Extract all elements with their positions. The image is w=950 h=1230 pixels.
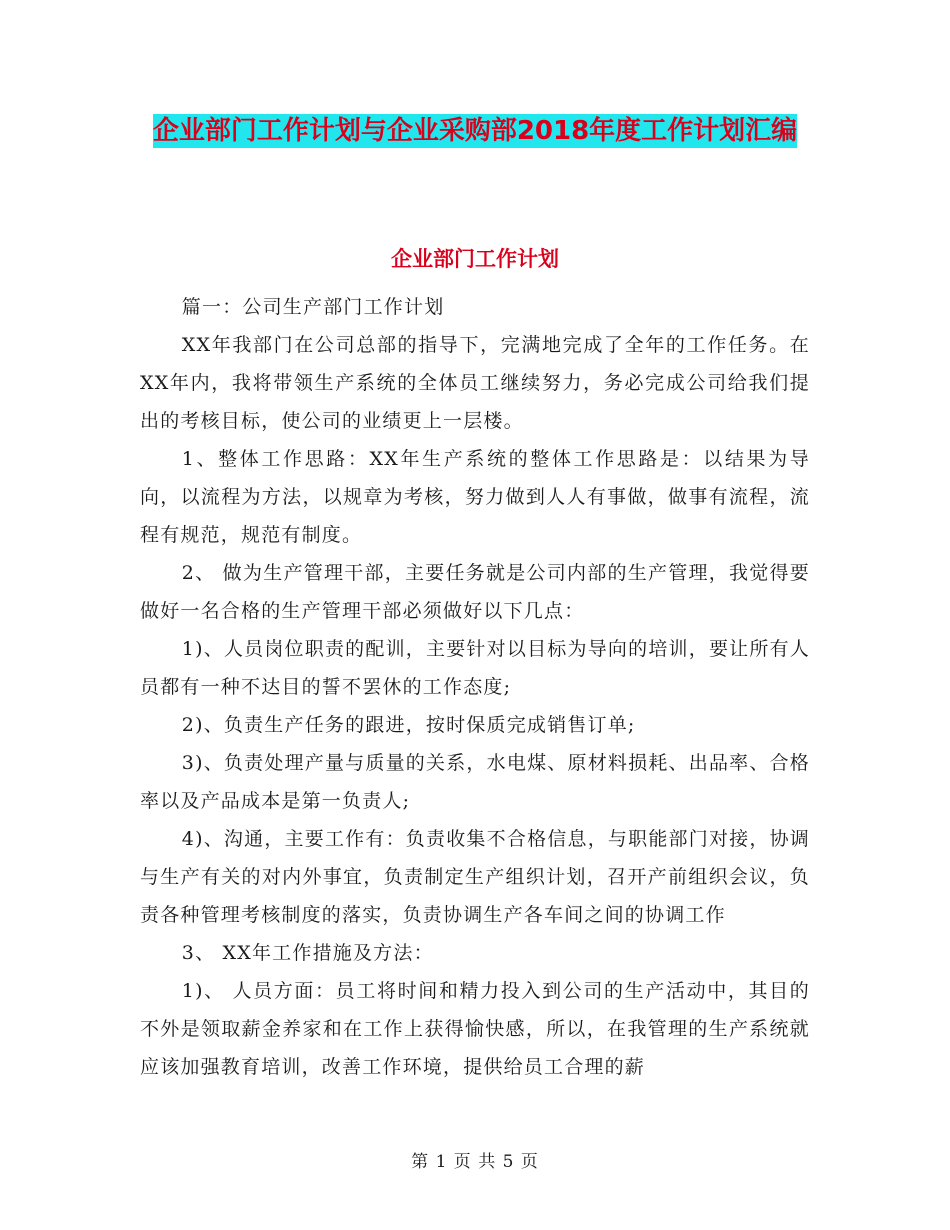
document-title-text: 企业部门工作计划与企业采购部2018年度工作计划汇编 bbox=[152, 116, 798, 146]
paragraph-duty-quality: 3)、负责处理产量与质量的关系，水电煤、原材料损耗、出品率、合格率以及产品成本是第一负责人; bbox=[140, 752, 810, 812]
paragraph-intro: XX年我部门在公司总部的指导下，完满地完成了全年的工作任务。在XX年内，我将带领生产系统的全体员工继续努力，务必完成公司给我们提出的考核目标，使公司的业绩更上一层楼。 bbox=[140, 334, 810, 432]
paragraph-duty-followup: 2)、负责生产任务的跟进，按时保质完成销售订单; bbox=[181, 714, 636, 736]
paragraph-overall-approach: 1、整体工作思路：XX年生产系统的整体工作思路是：以结果为导向，以流程为方法，以规章为考核，努力做到人人有事做，做事有流程，流程有规范，规范有制度。 bbox=[140, 448, 810, 546]
page-number-footer: 第 1 页 共 5 页 bbox=[411, 1152, 539, 1172]
paragraph-measures-personnel: 1)、 人员方面：员工将时间和精力投入到公司的生产活动中，其目的不外是领取薪金养家和在工作上获得愉快感，所以，在我管理的生产系统就应该加强教育培训，改善工作环境，提供给员工合理的薪 bbox=[140, 980, 810, 1078]
paragraph-management-duties: 2、 做为生产管理干部，主要任务就是公司内部的生产管理，我觉得要做好一名合格的生产管理干部必须做好以下几点： bbox=[140, 562, 810, 622]
paragraph-duty-training: 1)、人员岗位职责的配训，主要针对以目标为导向的培训，要让所有人员都有一种不达目的誓不罢休的工作态度; bbox=[140, 638, 810, 698]
document-title bbox=[140, 108, 810, 154]
paragraph-measures-heading: 3、 XX年工作措施及方法： bbox=[181, 942, 434, 964]
section-title: 企业部门工作计划 bbox=[391, 247, 559, 271]
paragraph-duty-communication: 4)、沟通，主要工作有：负责收集不合格信息，与职能部门对接，协调与生产有关的对内外事宜，负责制定生产组织计划，召开产前组织会议，负责各种管理考核制度的落实，负责协调生产各车间之间的协调工作 bbox=[140, 828, 810, 926]
document-body bbox=[140, 288, 810, 1086]
paragraph-chapter-heading: 篇一：公司生产部门工作计划 bbox=[181, 296, 445, 318]
